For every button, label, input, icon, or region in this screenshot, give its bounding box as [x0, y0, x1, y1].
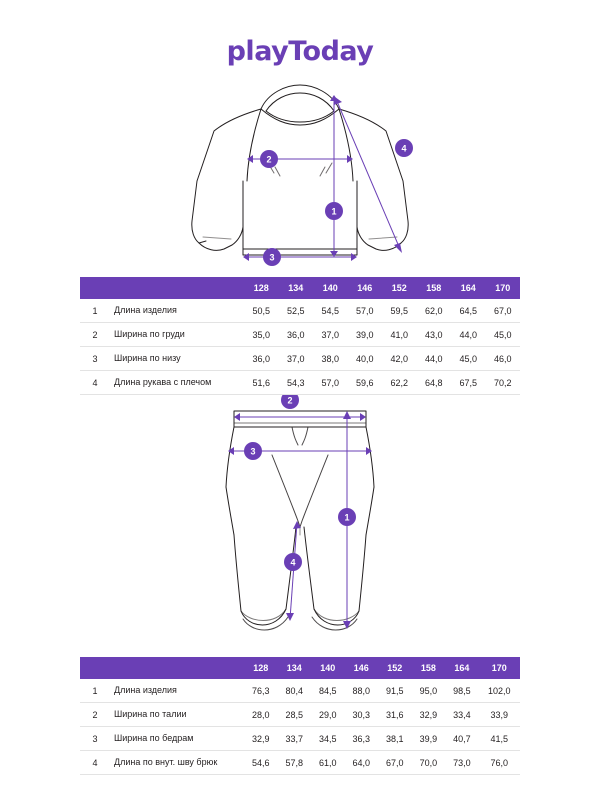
- table-row: [80, 679, 520, 703]
- cell-value: 61,0: [311, 751, 345, 775]
- table-header-row: [80, 277, 520, 299]
- row-num: 4: [80, 751, 110, 775]
- cell-value: 98,5: [445, 679, 479, 703]
- cell-value: 76,0: [479, 751, 520, 775]
- svg-text:4: 4: [290, 557, 296, 568]
- cell-value: 46,0: [486, 347, 521, 371]
- cell-value: 37,0: [313, 323, 348, 347]
- row-num: 3: [80, 727, 110, 751]
- cell-value: 64,8: [417, 371, 452, 395]
- cell-value: 35,0: [244, 323, 279, 347]
- cell-value: 80,4: [278, 679, 312, 703]
- cell-value: 39,0: [348, 323, 383, 347]
- cell-value: 33,4: [445, 703, 479, 727]
- cell-value: 32,9: [412, 703, 446, 727]
- row-label: Длина по внут. шву брюк: [110, 751, 244, 775]
- header-size-146: 146: [348, 277, 383, 299]
- brand-name-part2: Today: [288, 36, 374, 67]
- cell-value: 52,5: [279, 299, 314, 323]
- header-size-134: 134: [278, 657, 312, 679]
- header-size-128: 128: [244, 657, 278, 679]
- callout-group-bottom: [244, 395, 356, 571]
- header-size-152: 152: [382, 277, 417, 299]
- table-row: [80, 751, 520, 775]
- row-label: Длина рукава с плечом: [110, 371, 244, 395]
- row-num: 4: [80, 371, 110, 395]
- row-label: Ширина по груди: [110, 323, 244, 347]
- cell-value: 45,0: [486, 323, 521, 347]
- cell-value: 36,3: [345, 727, 379, 751]
- header-size-158: 158: [412, 657, 446, 679]
- cell-value: 33,7: [278, 727, 312, 751]
- svg-text:2: 2: [266, 154, 272, 165]
- table-row: [80, 299, 520, 323]
- header-size-158: 158: [417, 277, 452, 299]
- row-num: 3: [80, 347, 110, 371]
- cell-value: 44,0: [417, 347, 452, 371]
- cell-value: 28,5: [278, 703, 312, 727]
- header-label: [110, 277, 244, 299]
- top-size-table: [80, 277, 520, 395]
- header-size-140: 140: [311, 657, 345, 679]
- cell-value: 34,5: [311, 727, 345, 751]
- cell-value: 37,0: [279, 347, 314, 371]
- cell-value: 32,9: [244, 727, 278, 751]
- row-num: 2: [80, 703, 110, 727]
- cell-value: 57,0: [313, 371, 348, 395]
- row-label: Ширина по низу: [110, 347, 244, 371]
- cell-value: 45,0: [451, 347, 486, 371]
- svg-text:4: 4: [401, 143, 407, 154]
- cell-value: 84,5: [311, 679, 345, 703]
- cell-value: 91,5: [378, 679, 412, 703]
- top-size-table-wrap: [0, 277, 600, 395]
- cell-value: 64,5: [451, 299, 486, 323]
- cell-value: 67,5: [451, 371, 486, 395]
- row-label: Длина изделия: [110, 299, 244, 323]
- cell-value: 38,1: [378, 727, 412, 751]
- svg-text:2: 2: [287, 395, 293, 406]
- svg-text:3: 3: [269, 252, 275, 263]
- cell-value: 70,0: [412, 751, 446, 775]
- row-label: Ширина по талии: [110, 703, 244, 727]
- cell-value: 54,5: [313, 299, 348, 323]
- table-row: [80, 323, 520, 347]
- bottom-size-table: [80, 657, 520, 775]
- cell-value: 62,0: [417, 299, 452, 323]
- cell-value: 40,7: [445, 727, 479, 751]
- table-row: [80, 703, 520, 727]
- cell-value: 28,0: [244, 703, 278, 727]
- cell-value: 50,5: [244, 299, 279, 323]
- cell-value: 57,0: [348, 299, 383, 323]
- cell-value: 54,3: [279, 371, 314, 395]
- table-row: [80, 371, 520, 395]
- cell-value: 38,0: [313, 347, 348, 371]
- header-size-128: 128: [244, 277, 279, 299]
- svg-text:1: 1: [331, 206, 337, 217]
- cell-value: 31,6: [378, 703, 412, 727]
- cell-value: 36,0: [244, 347, 279, 371]
- row-num: 1: [80, 679, 110, 703]
- cell-value: 41,5: [479, 727, 520, 751]
- cell-value: 39,9: [412, 727, 446, 751]
- svg-text:3: 3: [250, 446, 256, 457]
- brand-name-part1: play: [226, 36, 289, 67]
- brand-logo: [0, 0, 600, 67]
- cell-value: 54,6: [244, 751, 278, 775]
- cell-value: 33,9: [479, 703, 520, 727]
- cell-value: 30,3: [345, 703, 379, 727]
- cell-value: 51,6: [244, 371, 279, 395]
- table-row: [80, 347, 520, 371]
- cell-value: 36,0: [279, 323, 314, 347]
- cell-value: 43,0: [417, 323, 452, 347]
- sweatshirt-figure: [0, 71, 600, 271]
- header-size-170: 170: [479, 657, 520, 679]
- bottom-size-table-wrap: [0, 657, 600, 775]
- row-label: Длина изделия: [110, 679, 244, 703]
- cell-value: 44,0: [451, 323, 486, 347]
- header-size-170: 170: [486, 277, 521, 299]
- header-size-146: 146: [345, 657, 379, 679]
- cell-value: 59,6: [348, 371, 383, 395]
- header-size-134: 134: [279, 277, 314, 299]
- cell-value: 62,2: [382, 371, 417, 395]
- row-label: Ширина по бедрам: [110, 727, 244, 751]
- header-num: [80, 657, 110, 679]
- cell-value: 29,0: [311, 703, 345, 727]
- svg-text:1: 1: [344, 512, 350, 523]
- header-size-164: 164: [451, 277, 486, 299]
- cell-value: 70,2: [486, 371, 521, 395]
- callout-group-top: [260, 139, 413, 266]
- cell-value: 95,0: [412, 679, 446, 703]
- header-label: [110, 657, 244, 679]
- cell-value: 59,5: [382, 299, 417, 323]
- cell-value: 67,0: [378, 751, 412, 775]
- table-row: [80, 727, 520, 751]
- trousers-figure: [0, 395, 600, 653]
- header-size-140: 140: [313, 277, 348, 299]
- cell-value: 73,0: [445, 751, 479, 775]
- cell-value: 40,0: [348, 347, 383, 371]
- row-num: 1: [80, 299, 110, 323]
- header-num: [80, 277, 110, 299]
- table-header-row: [80, 657, 520, 679]
- cell-value: 67,0: [486, 299, 521, 323]
- cell-value: 57,8: [278, 751, 312, 775]
- cell-value: 64,0: [345, 751, 379, 775]
- header-size-164: 164: [445, 657, 479, 679]
- cell-value: 88,0: [345, 679, 379, 703]
- cell-value: 102,0: [479, 679, 520, 703]
- cell-value: 41,0: [382, 323, 417, 347]
- header-size-152: 152: [378, 657, 412, 679]
- row-num: 2: [80, 323, 110, 347]
- cell-value: 76,3: [244, 679, 278, 703]
- cell-value: 42,0: [382, 347, 417, 371]
